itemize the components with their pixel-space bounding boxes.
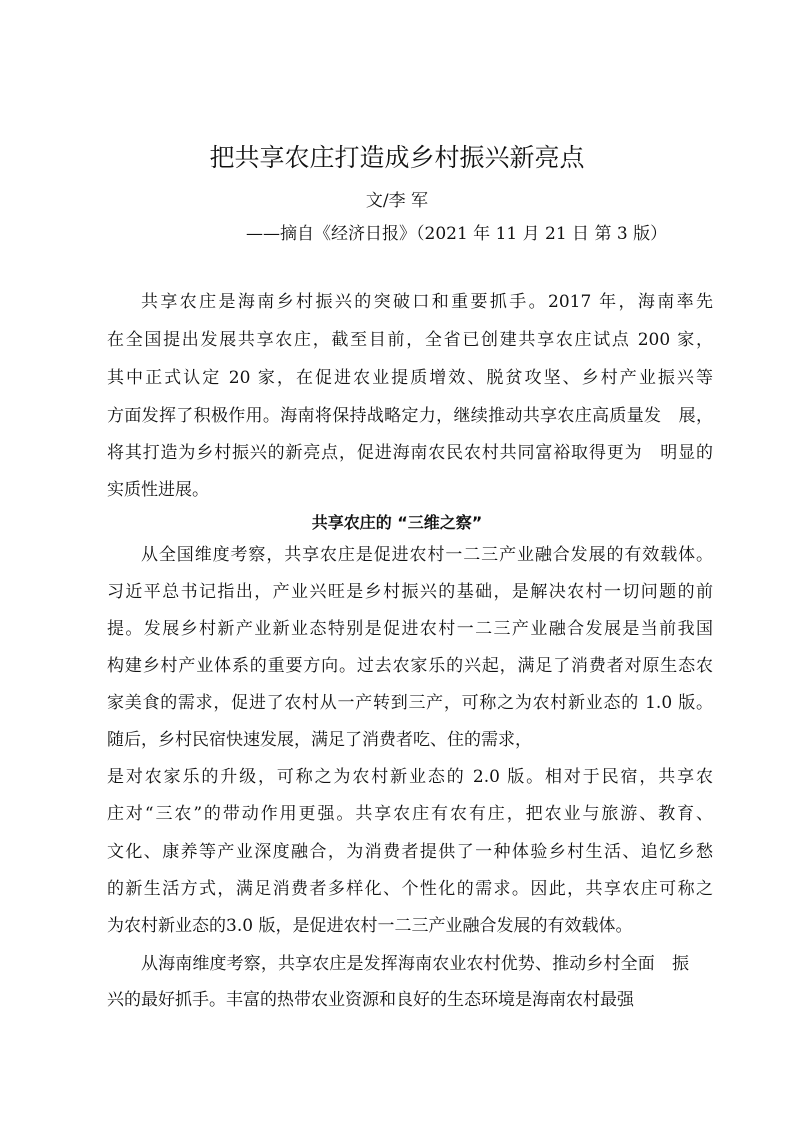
paragraph-line: 从全国维度考察，共享农庄是促进农村一二三产业融合发展的有效载体。 xyxy=(141,545,713,565)
paragraph-line: 方面发挥了积极作用。海南将保持战略定力，继续推动共享农庄高质量发 展， xyxy=(107,406,713,426)
paragraph-line: 共享农庄是海南乡村振兴的突破口和重要抓手。2017 年，海南率先 xyxy=(141,292,713,312)
paragraph-line: 家美食的需求，促进了农村从一产转到三产，可称之为农村新业态的 1.0 版。 xyxy=(107,693,713,713)
paragraph-line: 构建乡村产业体系的重要方向。过去农家乐的兴起，满足了消费者对原生态农 xyxy=(107,656,713,676)
paragraph-line: 实质性进展。 xyxy=(107,480,209,500)
paragraph-line: 是对农家乐的升级，可称之为农村新业态的 2.0 版。相对于民宿，共享农 xyxy=(107,767,713,787)
paragraph-line: 其中正式认定 20 家，在促进农业提质增效、脱贫攻坚、乡村产业振兴等 xyxy=(107,368,713,388)
paragraph-line: 从海南维度考察，共享农庄是发挥海南农业农村优势、推动乡村全面 振 xyxy=(141,954,689,974)
paragraph-line: 的新生活方式，满足消费者多样化、个性化的需求。因此，共享农庄可称之 xyxy=(107,879,713,899)
source-citation: ——摘自《经济日报》（2021 年 11 月 21 日 第 3 版） xyxy=(246,224,668,244)
paragraph-line: 为农村新业态的3.0 版，是促进农村一二三产业融合发展的有效载体。 xyxy=(107,916,633,936)
paragraph-line: 庄对“三农”的带动作用更强。共享农庄有农有庄，把农业与旅游、教育、 xyxy=(107,804,713,824)
paragraph-line: 提。发展乡村新产业新业态特别是促进农村一二三产业融合发展是当前我国 xyxy=(107,619,713,639)
section-heading: 共享农庄的 “三维之察” xyxy=(311,513,483,532)
paragraph-line: 兴的最好抓手。丰富的热带农业资源和良好的生态环境是海南农村最强 xyxy=(107,990,634,1010)
paragraph-line: 随后，乡村民宿快速发展，满足了消费者吃、住的需求， xyxy=(107,730,532,750)
paragraph-line: 在全国提出发展共享农庄，截至目前，全省已创建共享农庄试点 200 家， xyxy=(107,330,713,350)
byline: 文/李 军 xyxy=(365,191,429,211)
page-title: 把共享农庄打造成乡村振兴新亮点 xyxy=(209,143,585,172)
paragraph-line: 文化、康养等产业深度融合，为消费者提供了一种体验乡村生活、追忆乡愁 xyxy=(107,842,713,862)
paragraph-line: 将其打造为乡村振兴的新亮点，促进海南农民农村共同富裕取得更为 明显的 xyxy=(107,443,713,463)
paragraph-line: 习近平总书记指出，产业兴旺是乡村振兴的基础，是解决农村一切问题的前 xyxy=(107,582,713,602)
